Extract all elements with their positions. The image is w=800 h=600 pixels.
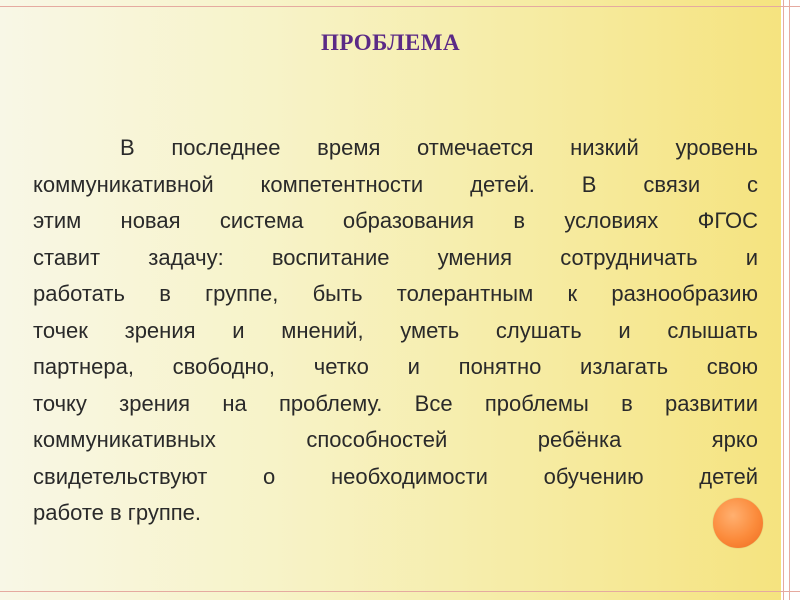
paragraph-line: работать в группе, быть толерантным к разнообразию — [33, 281, 758, 306]
border-line-bottom — [0, 591, 800, 592]
border-line-top — [0, 6, 800, 7]
paragraph-line: этим новая система образования в условиях ФГОС — [33, 208, 758, 233]
paragraph-line: партнера, свободно, четко и понятно излагать свою — [33, 354, 758, 379]
paragraph-line: точку зрения на проблему. Все проблемы в развитии — [33, 390, 758, 416]
slide-paragraph — [33, 130, 758, 532]
orange-circle-decoration — [713, 498, 763, 548]
paragraph-line: В последнее время отмечается низкий уровень — [120, 135, 758, 160]
paragraph-line: ставит задачу: воспитание умения сотрудничать и — [33, 244, 758, 270]
paragraph-line: коммуникативных способностей ребёнка ярко — [33, 427, 758, 452]
border-line-right-outer — [789, 0, 790, 600]
slide-title: ПРОБЛЕМА — [320, 30, 461, 55]
paragraph-line: коммуникативной компетентности детей. В связи с — [33, 171, 758, 197]
paragraph-line: точек зрения и мнений, уметь слушать и слышать — [33, 317, 758, 343]
paragraph-line: свидетельствуют о необходимости обучению детей — [33, 463, 758, 489]
paragraph-line: работе в группе. — [33, 500, 201, 525]
border-line-right-inner — [783, 0, 784, 600]
